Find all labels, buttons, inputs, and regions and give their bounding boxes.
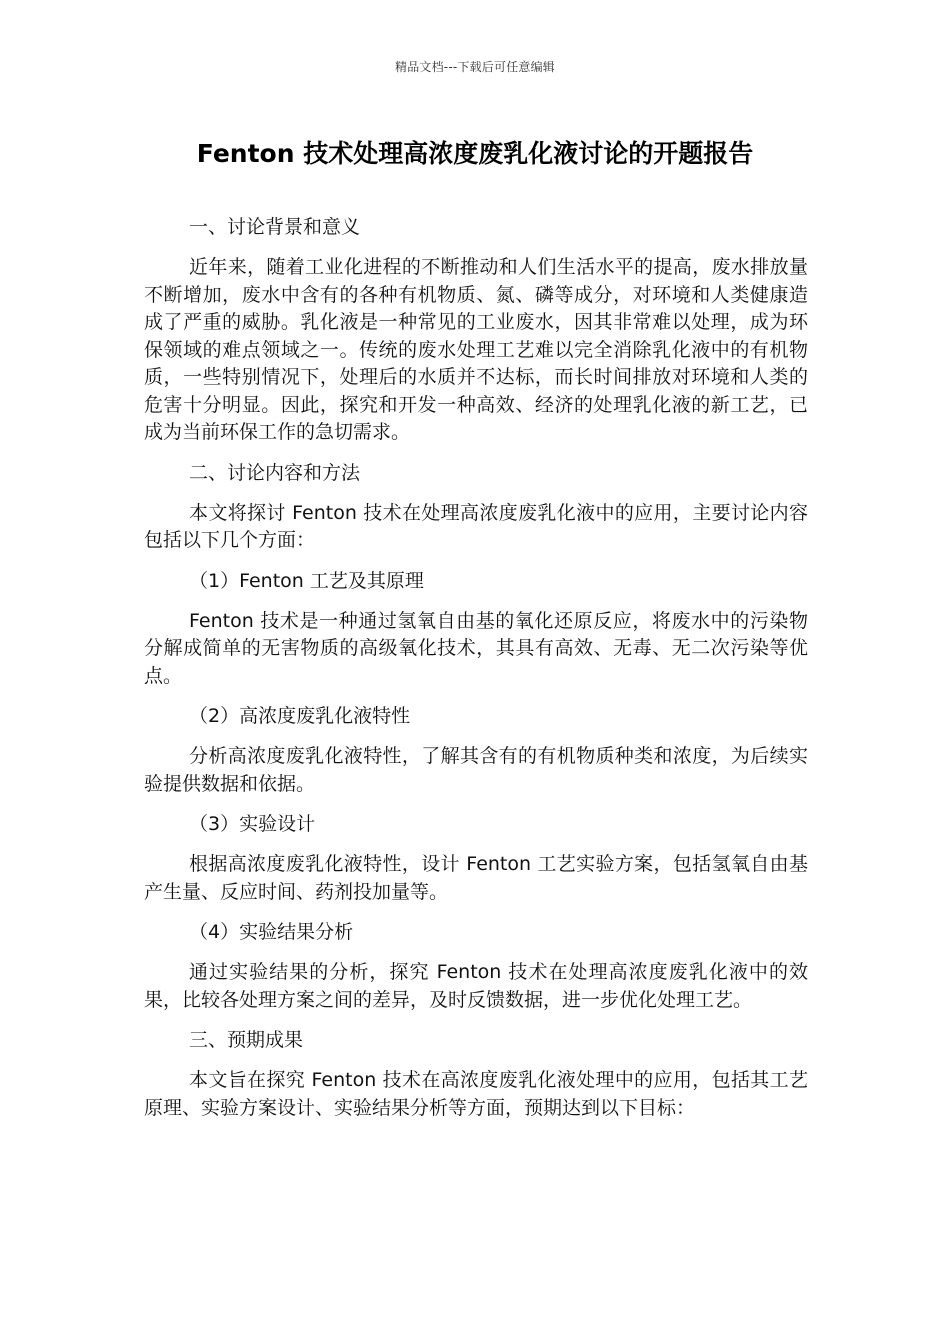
- expected-results-paragraph: 本文旨在探究 Fenton 技术在高浓度废乳化液处理中的应用，包括其工艺原理、实验方案设计、实验结果分析等方面，预期达到以下目标：: [144, 1069, 808, 1119]
- result-analysis-paragraph: 通过实验结果的分析，探究 Fenton 技术在处理高浓度废乳化液中的效果，比较各处理方案之间的差异，及时反馈数据，进一步优化处理工艺。: [144, 961, 808, 1011]
- experiment-design-paragraph: 根据高浓度废乳化液特性，设计 Fenton 工艺实验方案，包括氢氧自由基产生量、反应时间、药剂投加量等。: [144, 853, 808, 903]
- section-heading-expected-results: 三、预期成果: [189, 1029, 304, 1051]
- fenton-principle-paragraph: Fenton 技术是一种通过氢氧自由基的氧化还原反应，将废水中的污染物分解成简单的无害物质的高级氧化技术，其具有高效、无毒、无二次污染等优点。: [144, 609, 808, 687]
- background-paragraph: 近年来，随着工业化进程的不断推动和人们生活水平的提高，废水排放量不断增加，废水中含有的各种有机物质、氮、磷等成分，对环境和人类健康造成了严重的威胁。乳化液是一种常见的工业废水，因其非常难以处理，成为环保领域的难点领域之一。传统的废水处理工艺难以完全消除乳化液中的有机物质，一些特别情况下，处理后的水质并不达标，而长时间排放对环境和人类的危害十分明显。因此，探究和开发一种高效、经济的处理乳化液的新工艺，已成为当前环保工作的急切需求。: [144, 256, 808, 443]
- document-title: Fenton 技术处理高浓度废乳化液讨论的开题报告: [196, 139, 754, 168]
- subheading-fenton-principle: （1）Fenton 工艺及其原理: [189, 569, 424, 592]
- subheading-experiment-design: （3）实验设计: [189, 813, 316, 835]
- document-body: [144, 214, 808, 1135]
- content-intro-paragraph: 本文将探讨 Fenton 技术在处理高浓度废乳化液中的应用，主要讨论内容包括以下几个方面：: [144, 501, 808, 551]
- subheading-emulsion-properties: （2）高浓度废乳化液特性: [189, 705, 411, 727]
- section-heading-content-methods: 二、讨论内容和方法: [189, 461, 361, 484]
- emulsion-properties-paragraph: 分析高浓度废乳化液特性，了解其含有的有机物质种类和浓度，为后续实验提供数据和依据。: [144, 745, 808, 795]
- header-note: 精品文档---下载后可任意编辑: [395, 60, 555, 74]
- subheading-result-analysis: （4）实验结果分析: [189, 921, 354, 943]
- section-heading-background: 一、讨论背景和意义: [189, 216, 361, 238]
